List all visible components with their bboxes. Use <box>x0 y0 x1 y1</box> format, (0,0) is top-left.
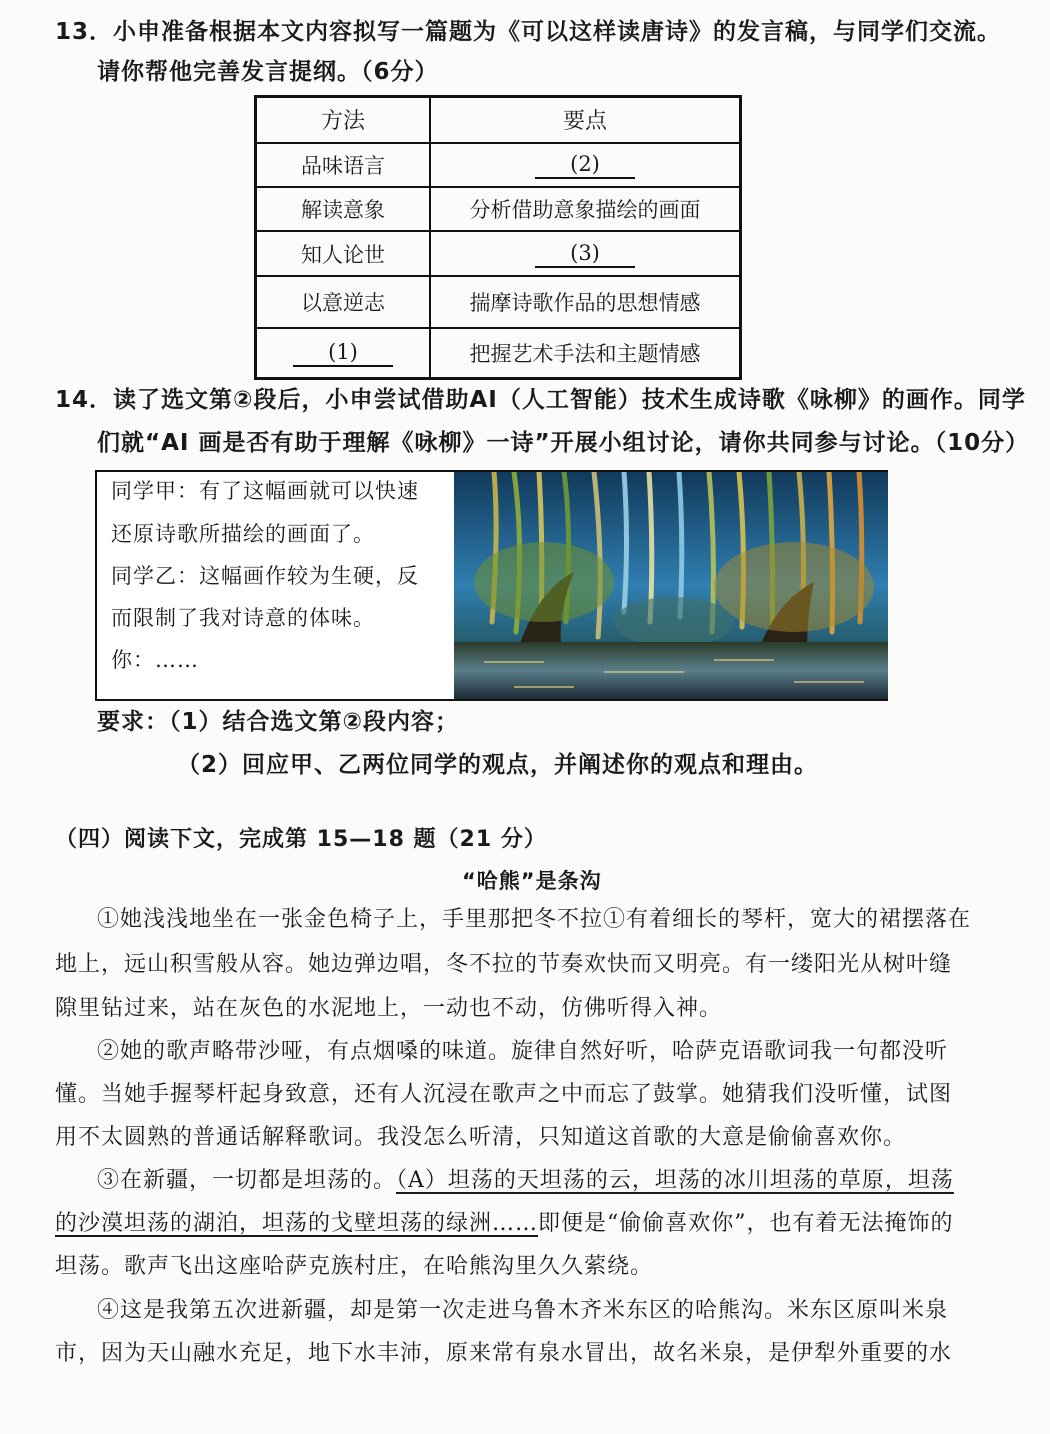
table-row <box>256 143 741 187</box>
passage-line <box>55 1209 954 1239</box>
table-row <box>256 276 741 328</box>
outline-table <box>254 95 742 380</box>
discussion-box <box>95 470 888 701</box>
answer-blank-1[interactable]: (1) <box>293 339 393 367</box>
discussion-line: 还原诗歌所描绘的画面了。 <box>111 522 375 546</box>
discussion-line: 同学乙：这幅画作较为生硬，反 <box>111 564 419 588</box>
passage-text: ③在新疆，一切都是坦荡的。 <box>97 1168 397 1193</box>
passage-line: ④这是我第五次进新疆，却是第一次走进乌鲁木齐米东区的哈熊沟。米东区原叫米泉 <box>97 1298 949 1323</box>
underlined-sentence-a: （A）坦荡的天坦荡的云，坦荡的冰川坦荡的草原，坦荡 <box>396 1168 954 1193</box>
passage-line: 隙里钻过来，站在灰色的水泥地上，一动也不动，仿佛听得入神。 <box>55 996 723 1021</box>
table-cell-method: 品味语言 <box>256 143 431 187</box>
q14-line2: 们就“AI 画是否有助于理解《咏柳》一诗”开展小组讨论，请你共同参与讨论。（10分） <box>97 430 1030 456</box>
answer-blank-2[interactable]: (2) <box>535 151 635 179</box>
table-row <box>256 231 741 275</box>
table-cell-method: 解读意象 <box>256 187 431 231</box>
passage-line: 用不太圆熟的普通话解释歌词。我没怎么听清，只知道这首歌的大意是偷偷喜欢你。 <box>55 1125 907 1150</box>
q14-requirement-1: 要求：（1）结合选文第②段内容； <box>97 709 459 735</box>
table-cell-point: 把握艺术手法和主题情感 <box>430 328 741 378</box>
section-heading: （四）阅读下文，完成第 15—18 题（21 分） <box>55 827 547 852</box>
passage-text: 即便是“偷偷喜欢你”，也有着无法掩饰的 <box>538 1211 954 1236</box>
table-cell-method: 知人论世 <box>256 231 431 275</box>
discussion-line: 你：…… <box>111 648 199 672</box>
passage-line: 懂。当她手握琴杆起身致意，还有人沉浸在歌声之中而忘了鼓掌。她猜我们没听懂，试图 <box>55 1082 953 1107</box>
ai-willow-painting <box>454 472 888 699</box>
passage-line: ②她的歌声略带沙哑，有点烟嗓的味道。旋律自然好听，哈萨克语歌词我一句都没听 <box>97 1039 949 1064</box>
passage-line: 坦荡。歌声飞出这座哈萨克族村庄，在哈熊沟里久久萦绕。 <box>55 1254 654 1279</box>
table-row <box>256 187 741 231</box>
passage-line: 地上，远山积雪般从容。她边弹边唱，冬不拉的节奏欢快而又明亮。有一缕阳光从树叶缝 <box>55 952 953 977</box>
passage-line: ①她浅浅地坐在一张金色椅子上，手里那把冬不拉①有着细长的琴杆，宽大的裙摆落在 <box>97 907 972 932</box>
answer-blank-3[interactable]: (3) <box>535 240 635 268</box>
q13-line1: 13．小申准备根据本文内容拟写一篇题为《可以这样读唐诗》的发言稿，与同学们交流。 <box>55 19 1002 45</box>
discussion-line: 同学甲：有了这幅画就可以快速 <box>111 479 419 503</box>
q13-line2: 请你帮他完善发言提纲。（6分） <box>97 59 439 85</box>
passage-line <box>97 1166 954 1196</box>
table-cell-point: 揣摩诗歌作品的思想情感 <box>430 276 741 328</box>
underlined-sentence-a-cont: 的沙漠坦荡的湖泊，坦荡的戈壁坦荡的绿洲…… <box>55 1211 539 1236</box>
passage-title: “哈熊”是条沟 <box>462 869 602 893</box>
table-row <box>256 328 741 378</box>
discussion-line: 而限制了我对诗意的体味。 <box>111 606 375 630</box>
table-header-point: 要点 <box>430 97 741 143</box>
q14-line1: 14．读了选文第②段后，小申尝试借助AI（人工智能）技术生成诗歌《咏柳》的画作。同学 <box>55 387 1026 413</box>
table-cell-point: 分析借助意象描绘的画面 <box>430 187 741 231</box>
q14-requirement-2: （2）回应甲、乙两位同学的观点，并阐述你的观点和理由。 <box>177 752 819 778</box>
table-cell-method: 以意逆志 <box>256 276 431 328</box>
passage-line: 市，因为天山融水充足，地下水丰沛，原来常有泉水冒出，故名米泉，是伊犁外重要的水 <box>55 1341 953 1366</box>
table-header-method: 方法 <box>256 97 431 143</box>
